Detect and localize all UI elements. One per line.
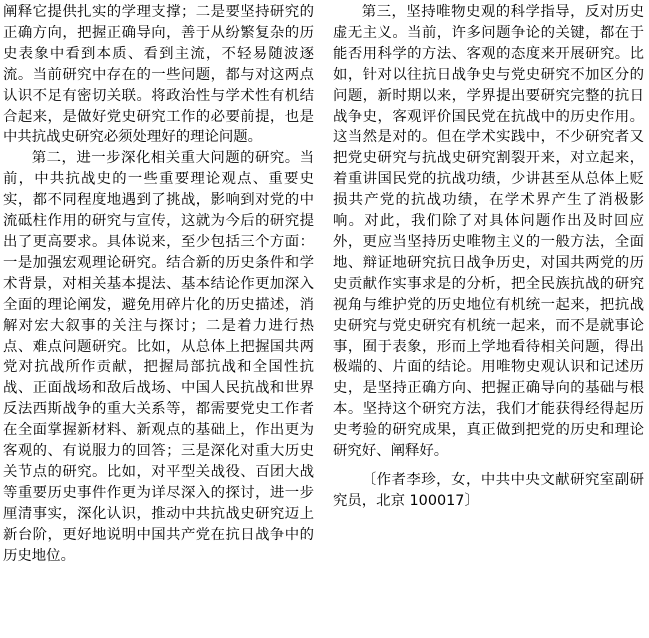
author-byline: 〔作者李珍，女，中共中央文献研究室副研究员，北京 100017〕	[333, 471, 644, 509]
paragraph-second-point: 第二，进一步深化相关重大问题的研究。当前，中共抗战史的一些重要理论观点、重要史实，都不同程度地遇到了挑战，影响到对党的中流砥柱作用的研究与宣传，这就为今后的研究提出了更高要求。具体说来，至少包括三个方面：一是加强宏观理论研究。结合新的历史条件和学术背景，对相关基本提法、基本结论作更加深入全面的理论阐发，避免用碎片化的历史描述，消解对宏大叙事的关注与探讨；二是着力进行热点、难点问题研究。比如，从总体上把握国共两党对抗战所作贡献，把握局部抗战和全国性抗战、正面战场和敌后战场、中国人民抗战和世界反法西斯战争的重大关系等，都需要党史工作者在全面掌握新材料、新观点的基础上，作出更为客观的、有说服力的回答；三是深化对重大历史关节点的研究。比如，对平型关战役、百团大战等重要历史事件作更为详尽深入的探讨，进一步厘清事实，深化认识，推动中共抗战史研究迈上新台阶，更好地说明中国共产党在抗日战争中的历史地位。	[3, 150, 314, 564]
paragraph-third-point: 第三，坚持唯物史观的科学指导，反对历史虚无主义。当前，许多问题争论的关键，都在于能否用科学的方法、客观的态度来开展研究。比如，针对以往抗日战争史与党史研究不加区分的问题，新时期以来，学界提出要研究完整的抗日战争史，客观评价国民党在抗战中的历史作用。这当然是对的。但在学术实践中，不少研究者又把党史研究与抗战史研究割裂开来，对立起来，着重讲国民党的抗战功绩，少讲甚至从总体上贬损共产党的抗战功绩，在学术界产生了消极影响。对此，我们除了对具体问题作出及时回应外，更应当坚持历史唯物主义的一般方法，全面地、辩证地研究抗日战争历史，对国共两党的历史贡献作实事求是的分析，把全民族抗战的研究视角与维护党的历史地位有机统一起来，把抗战史研究与党史研究有机统一起来，而不是就事论事，囿于表象，形而上学地看待相关问题，得出极端的、片面的结论。用唯物史观认识和记述历史，是坚持正确方向、把握正确导向的基础与根本。坚持这个研究方法，我们才能获得经得起历史考验的研究成果，真正做到把党的历史和理论研究好、阐释好。	[333, 4, 644, 460]
paragraph-continuation: 阐释它提供扎实的学理支撑；二是要坚持研究的正确方向，把握正确导向，善于从纷繁复杂的历史表象中看到本质、看到主流，不轻易随波逐流。当前研究中存在的一些问题，都与对这两点认识不足有密切关联。将政治性与学术性有机结合起来，是做好党史研究工作的必要前提，也是中共抗战史研究必须处理好的理论问题。	[3, 4, 314, 146]
left-text-column	[3, 2, 314, 566]
right-text-column	[333, 2, 644, 512]
